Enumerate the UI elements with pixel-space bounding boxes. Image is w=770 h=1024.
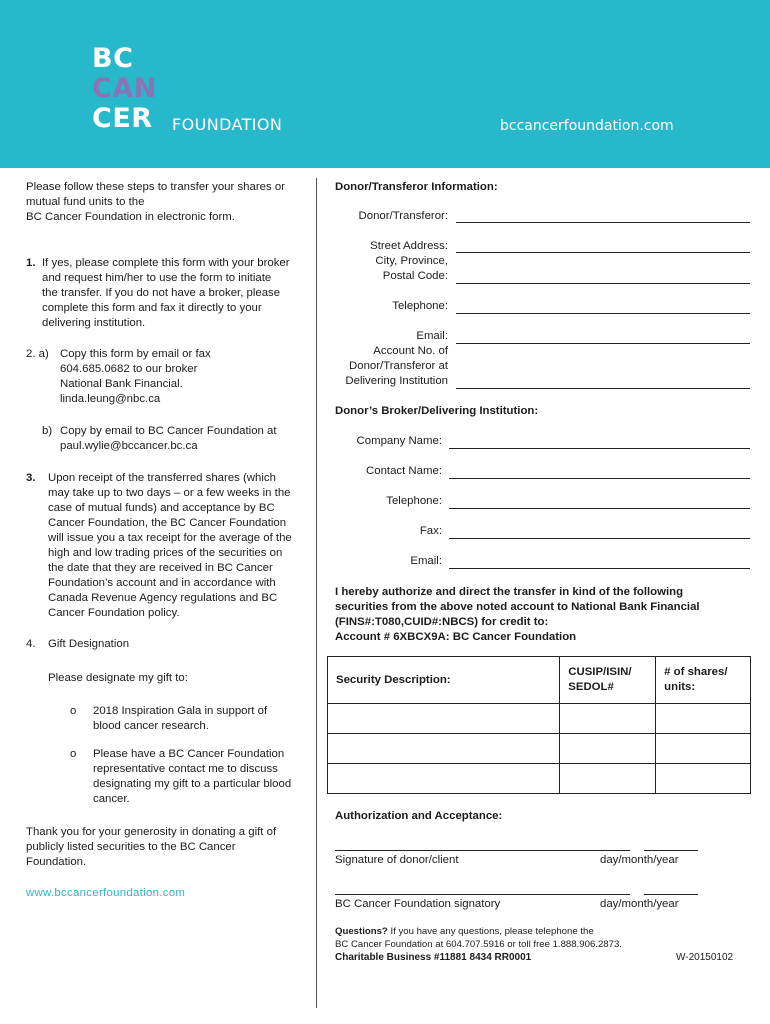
designate-prompt: Please designate my gift to: [48, 672, 188, 684]
security-description-cell[interactable] [328, 764, 560, 794]
intro-line: mutual fund units to the [26, 196, 145, 208]
step3-number: 3. [26, 472, 36, 484]
cusip-cell[interactable] [560, 734, 656, 764]
donor-signature-field[interactable] [335, 850, 630, 851]
donor-label: Donor/Transferor: [358, 210, 448, 222]
donor-heading: Donor/Transferor Information: [335, 181, 498, 193]
security-description-cell[interactable] [328, 704, 560, 734]
thanks-line: Thank you for your generosity in donating a gift of [26, 826, 277, 838]
header-website: bccancerfoundation.com [500, 118, 674, 134]
thanks-line: Foundation. [26, 856, 87, 868]
footer-website-link[interactable]: www.bccancerfoundation.com [26, 887, 186, 899]
shares-cell[interactable] [656, 734, 751, 764]
donor-field[interactable] [456, 222, 750, 223]
questions-text: If you have any questions, please telephone the [387, 926, 594, 937]
foundation-email-link[interactable]: paul.wylie@bccancer.bc.ca [60, 440, 198, 452]
security-description-cell[interactable] [328, 734, 560, 764]
securities-table [327, 656, 751, 794]
step3-line: Cancer Foundation policy. [48, 607, 180, 619]
city-postal-field[interactable] [456, 283, 750, 284]
broker-heading: Donor’s Broker/Delivering Institution: [335, 405, 539, 417]
address-label-line: City, Province, [375, 255, 448, 267]
authorize-line: I hereby authorize and direct the transfer in kind of the following [335, 586, 684, 598]
step3-line: Canada Revenue Agency regulations and BC [48, 592, 278, 604]
foundation-signature-label: BC Cancer Foundation signatory [335, 898, 501, 910]
header-banner [0, 0, 770, 168]
authorization-heading: Authorization and Acceptance: [335, 810, 503, 822]
telephone-field[interactable] [456, 313, 750, 314]
option2-line: cancer. [93, 793, 130, 805]
option1-line: blood cancer research. [93, 720, 209, 732]
address-label-line: Street Address: [370, 240, 448, 252]
foundation-signature-field[interactable] [335, 894, 630, 895]
foundation-date-label: day/month/year [600, 898, 679, 910]
option2-checkbox[interactable]: o [70, 748, 77, 760]
authorize-line: (FINS#:T080,CUID#:NBCS) for credit to: [335, 616, 549, 628]
email-field[interactable] [456, 343, 750, 344]
step1-text [42, 256, 314, 331]
shares-header: # of shares/ units: [656, 657, 751, 704]
step2b-text [60, 424, 314, 454]
thank-you-text [26, 825, 316, 870]
broker-telephone-label: Telephone: [386, 495, 442, 507]
charitable-number: Charitable Business #11881 8434 RR0001 [335, 952, 532, 963]
option2-text [93, 747, 315, 807]
table-row [328, 764, 751, 794]
step2a-line: 604.685.0682 to our broker [60, 363, 198, 375]
security-description-header: Security Description: [328, 657, 560, 704]
broker-email-link[interactable]: linda.leung@nbc.ca [60, 393, 161, 405]
step2a-line: National Bank Financial. [60, 378, 183, 390]
logo-line-3: CER [92, 103, 153, 134]
broker-email-field[interactable] [449, 568, 750, 569]
shares-cell[interactable] [656, 764, 751, 794]
contact-label: Contact Name: [366, 465, 442, 477]
option1-checkbox[interactable]: o [70, 705, 77, 717]
fax-field[interactable] [449, 538, 750, 539]
donor-signature-label: Signature of donor/client [335, 854, 459, 866]
authorization-statement [335, 585, 755, 645]
step3-line: high and low trading prices of the securities on [48, 547, 283, 559]
logo-line-2: CAN [92, 73, 157, 104]
company-field[interactable] [449, 448, 750, 449]
step3-line: case of mutual funds) and acceptance by BC [48, 502, 275, 514]
table-header-row [328, 657, 751, 704]
account-label-line: Account No. of [373, 345, 448, 357]
intro-text [26, 180, 314, 225]
option2-line: designating my gift to a particular blood [93, 778, 292, 790]
logo-foundation: FOUNDATION [172, 115, 283, 134]
company-label: Company Name: [356, 435, 442, 447]
address-label-line: Postal Code: [382, 270, 448, 282]
table-row [328, 734, 751, 764]
option2-line: representative contact me to discuss [93, 763, 278, 775]
cusip-header: CUSIP/ISIN/ SEDOL# [560, 657, 656, 704]
broker-telephone-field[interactable] [449, 508, 750, 509]
step3-line: will issue you a tax receipt for the average of the [48, 532, 292, 544]
step1-line: If yes, please complete this form with your broker [42, 257, 290, 269]
step3-line: Upon receipt of the transferred shares (which [48, 472, 276, 484]
step3-line: Foundation’s account and in accordance with [48, 577, 276, 589]
email-label: Email: [416, 330, 448, 342]
account-label [320, 344, 448, 389]
questions-label: Questions? [335, 926, 388, 937]
donor-date-field[interactable] [644, 850, 698, 851]
questions-line-1 [335, 925, 594, 938]
account-number-field[interactable] [456, 388, 750, 389]
questions-line-2: BC Cancer Foundation at 604.707.5916 or toll free 1.888.906.2873. [335, 939, 622, 950]
account-label-line: Donor/Transferor at [349, 360, 448, 372]
thanks-line: publicly listed securities to the BC Cancer [26, 841, 236, 853]
logo-line-1: BC [92, 43, 134, 74]
telephone-label: Telephone: [392, 300, 448, 312]
step3-line: may take up to two days – or a few weeks in the [48, 487, 291, 499]
cusip-cell[interactable] [560, 764, 656, 794]
step1-line: and request him/her to use the form to initiate [42, 272, 272, 284]
step3-line: Cancer Foundation, the BC Cancer Foundation [48, 517, 287, 529]
intro-line: BC Cancer Foundation in electronic form. [26, 211, 235, 223]
broker-email-label: Email: [410, 555, 442, 567]
account-label-line: Delivering Institution [345, 375, 448, 387]
step1-line: delivering institution. [42, 317, 146, 329]
table-row [328, 704, 751, 734]
step1-number: 1. [26, 257, 36, 269]
step1-line: complete this form and fax it directly to your [42, 302, 262, 314]
gift-designation-title: Gift Designation [48, 638, 130, 650]
cusip-cell[interactable] [560, 704, 656, 734]
shares-cell[interactable] [656, 704, 751, 734]
step4-number: 4. [26, 638, 36, 650]
option1-line: 2018 Inspiration Gala in support of [93, 705, 268, 717]
donor-date-label: day/month/year [600, 854, 679, 866]
step2a-number: 2. a) [26, 348, 49, 360]
intro-line: Please follow these steps to transfer your shares or [26, 181, 285, 193]
step3-text [48, 471, 316, 621]
foundation-date-field[interactable] [644, 894, 698, 895]
step3-line: the date that they are received in BC Cancer [48, 562, 273, 574]
step2a-text [60, 347, 314, 407]
authorize-line: Account # 6XBCX9A: BC Cancer Foundation [335, 631, 577, 643]
fax-label: Fax: [419, 525, 442, 537]
authorize-line: securities from the above noted account to National Bank Financial [335, 601, 700, 613]
step2b-number: b) [42, 425, 53, 437]
step2a-line: Copy this form by email or fax [60, 348, 211, 360]
option2-line: Please have a BC Cancer Foundation [93, 748, 285, 760]
street-address-field[interactable] [456, 252, 750, 253]
contact-field[interactable] [449, 478, 750, 479]
step2b-line: Copy by email to BC Cancer Foundation at [60, 425, 277, 437]
option1-text [93, 704, 313, 734]
form-code: W-20150102 [676, 952, 734, 963]
column-divider [316, 178, 317, 1008]
address-label [330, 239, 448, 284]
step1-line: the transfer. If you do not have a broker, please [42, 287, 281, 299]
